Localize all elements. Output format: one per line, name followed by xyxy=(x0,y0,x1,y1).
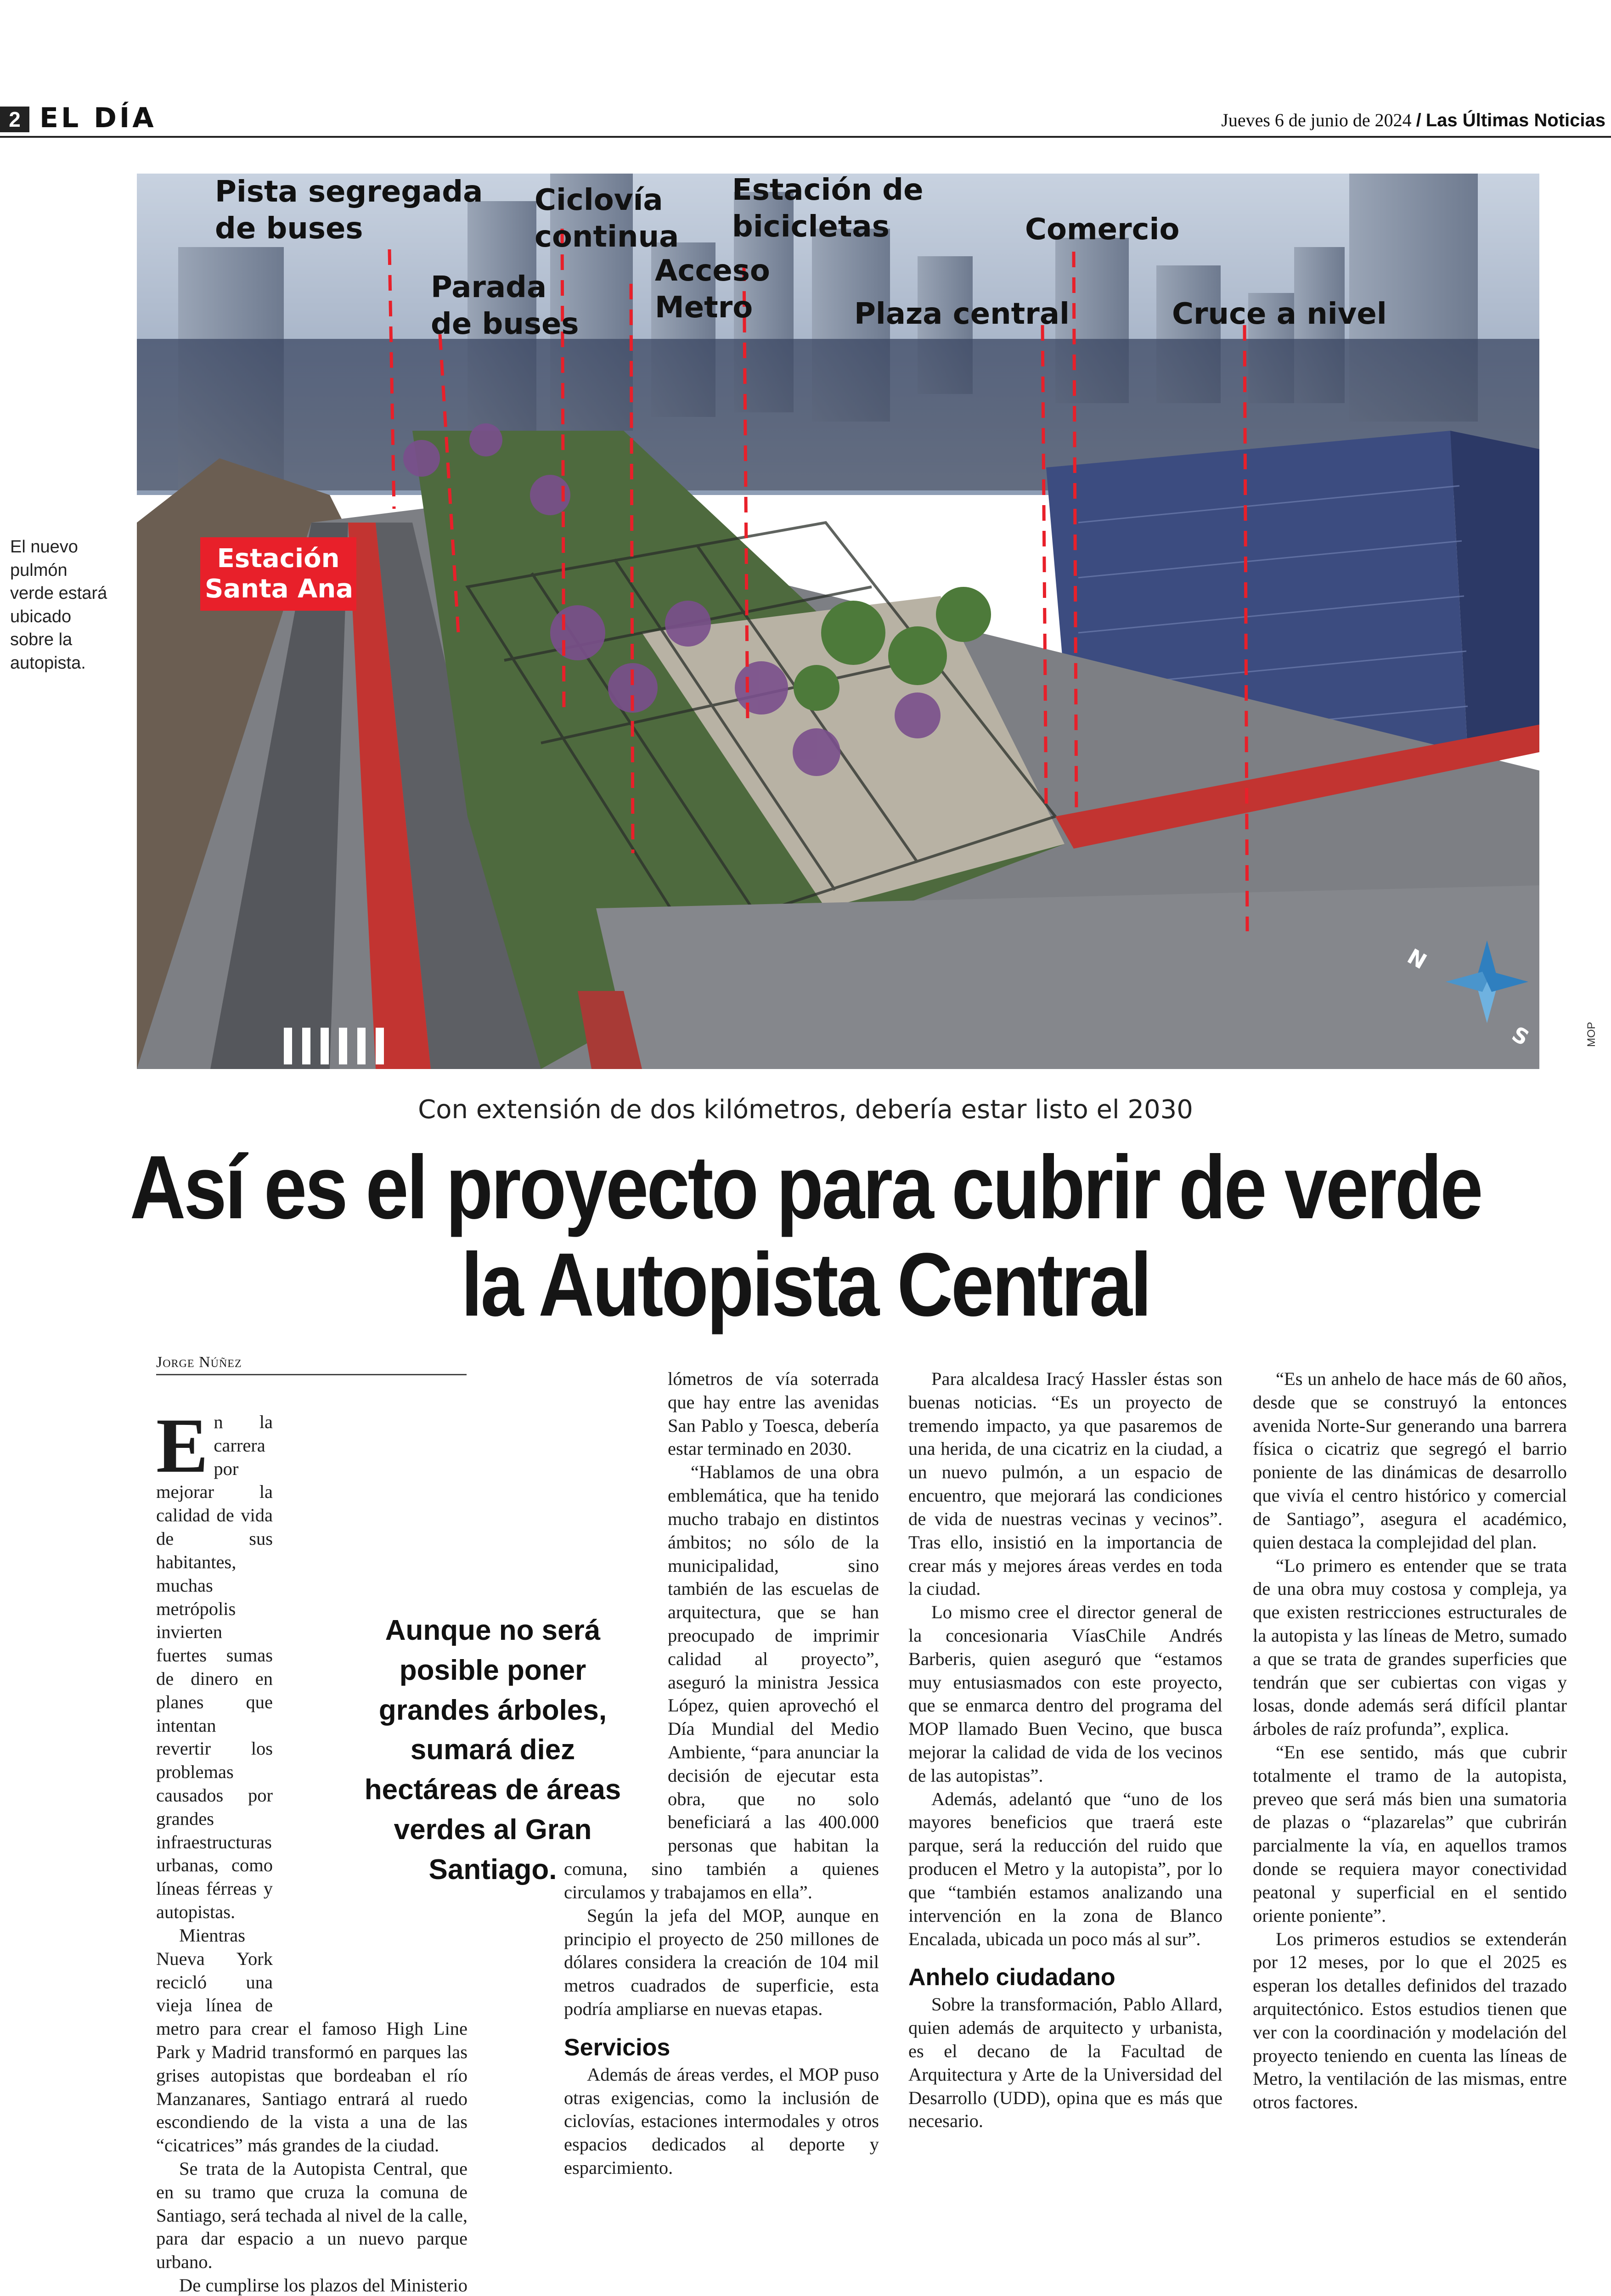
paragraph: Sobre la transformación, Pablo Allard, quien además de arquitecto y urbanista, es el decano de la Facultad de Arquitectura y Arte de la Universidad del Desarrollo (UDD), opina que es más que necesario. xyxy=(908,1994,1222,2132)
paragraph: Además de áreas verdes, el MOP puso otras exigencias, como la inclusión de ciclovías, estaciones intermodales y otros espacios dedicados al deporte y esparcimiento. xyxy=(564,2064,879,2178)
station-sign: Estación Santa Ana xyxy=(200,537,356,611)
paragraph: Lo mismo cree el director general de la concesionaria VíasChile Andrés Barberis, quien aseguró que “estamos muy entusiasmados con este proyecto, que se enmarca dentro del programa del MOP llamado Buen Vecino, que busca mejorar la calidad de vida de los vecinos de las autopistas”. xyxy=(908,1602,1222,1786)
photo-credit: MOP xyxy=(1585,1022,1598,1047)
compass-south: S xyxy=(1508,1021,1533,1051)
dropcap: E xyxy=(156,1402,208,1489)
label-bike-station: Estación de bicicletas xyxy=(732,174,924,244)
paragraph: Se trata de la Autopista Central, que en su tramo que cruza la comuna de Santiago, será techada al nivel de la calle, para dar espacio a un nuevo parque urbano. xyxy=(156,2158,468,2273)
label-bus-stop: Parada de buses xyxy=(431,270,579,341)
label-metro-access: Acceso Metro xyxy=(655,254,770,325)
kicker: Con extensión de dos kilómetros, debería estar listo el 2030 xyxy=(418,1095,1193,1125)
paragraph: “Lo primero es entender que se trata de una obra muy costosa y compleja, ya que existen restricciones estructurales de la autopista y las líneas de Metro, sumado a que se trata de grandes superficies que tendrán que ser cubiertas con vigas y losas, donde además será difícil plantar árboles de raíz profunda”, explica. xyxy=(1253,1555,1567,1739)
label-central-plaza: Plaza central xyxy=(854,297,1070,331)
paragraph: lómetros de vía soterrada que hay entre las avenidas San Pablo y Toesca, debería estar terminado en 2030. xyxy=(668,1368,879,1459)
label-bike-lane: Ciclovía continua xyxy=(535,183,679,254)
subhead-anhelo: Anhelo ciudadano xyxy=(908,1964,1115,1991)
column-3 xyxy=(908,1367,1222,2167)
section-title: EL DÍA xyxy=(39,102,157,134)
pull-quote: Aunque no será posible poner grandes árboles, sumará diez hectáreas de áreas verdes al Gran Santiago. xyxy=(364,1615,621,1885)
header-rule xyxy=(0,136,1611,138)
compass-north: N xyxy=(1403,944,1431,974)
paragraph: Los primeros estudios se extenderán por 12 meses, por lo que el 2025 es esperan los detalles definidos del trazado arquitectónico. Estos estudios tienen que ver con la coordinación y modelación del proyecto teniendo en cuenta las líneas de Metro, la ventilación de las mismas, entre otros factores. xyxy=(1253,1928,1567,2113)
label-bus-lane: Pista segregada de buses xyxy=(215,175,483,246)
label-commerce: Comercio xyxy=(1025,213,1180,247)
paragraph: “Es un anhelo de hace más de 60 años, desde que se construyó la entonces avenida Norte-Sur generando una barrera física o cicatriz que segregó el barrio poniente de las dinámicas de desarrollo que vivía el centro histórico y comercial de Santiago”, asegura el académico, quien destaca la complejidad del plan. xyxy=(1253,1368,1567,1553)
paragraph: De cumplirse los plazos del Ministerio xyxy=(179,2275,468,2296)
column-4 xyxy=(1253,1367,1567,2167)
paragraph: Además, adelantó que “uno de los mayores beneficios que traerá este parque, será la reducción del ruido que producen el Metro y la autopista”, por lo que “también estamos analizando una intervención en la zona de Blanco Encalada, ubicada un poco más al sur”. xyxy=(908,1788,1222,1949)
column-2 xyxy=(564,1367,879,2178)
paragraph-text: n la carrera por mejorar la calidad de vida de sus habitantes, muchas metrópolis invierten fuertes sumas de dinero en planes que intentan revertir los problemas causados por grandes infraestructuras urbanas, como líneas férreas y autopistas. xyxy=(156,1412,273,1923)
subhead-servicios: Servicios xyxy=(564,2034,670,2061)
byline: Jorge Núñez xyxy=(156,1354,467,1375)
issue-date: Jueves 6 de junio de 2024 xyxy=(1221,110,1412,130)
paragraph: Según la jefa del MOP, aunque en principio el proyecto de 250 millones de dólares considera la creación de 104 mil metros cuadrados de superficie, esta podría ampliarse en nuevas etapas. xyxy=(564,1905,879,2019)
publication-name: Las Últimas Noticias xyxy=(1425,110,1605,130)
paragraph: Mientras Nueva York recicló una vieja línea de metro para crear el famoso High Line Park y Madrid transformó en parques las grises autopistas que bordeaban el río Manzanares, Santiago entrará al ruedo escondiendo de la vista a una de las “cicatrices” más grandes de la ciudad. xyxy=(156,1925,468,2156)
label-level-crossing: Cruce a nivel xyxy=(1172,297,1387,331)
paragraph: “Hablamos de una obra emblemática, que ha tenido mucho trabajo en distintos ámbitos; no sólo de la municipalidad, sino también de las escuelas de arquitectura, que se han preocupado de imprimir calidad al proyecto”, aseguró la ministra Jessica López, quien aprovechó el Día Mundial del Medio Ambiente, “para anunciar la decisión de ejecutar esta obra, que no solo beneficiará a las 400.000 personas que habitan la comuna, sino también a quienes circulamos y trabajamos en ella”. xyxy=(564,1462,879,1902)
dateline xyxy=(1221,109,1605,131)
paragraph: “En ese sentido, más que cubrir totalmente el tramo de la autopista, preveo que será más bien una sumatoria de plazas o “plazarelas” que cubrirán parcialmente la vía, en aquellos tramos donde se requiera mayor conectividad peatonal y superficial en el sentido oriente poniente”. xyxy=(1253,1742,1567,1926)
project-rendering xyxy=(137,174,1539,1069)
photo-caption: El nuevo pulmón verde estará ubicado sobre la autopista. xyxy=(10,537,107,673)
headline: Así es el proyecto para cubrir de verde la Autopista Central xyxy=(130,1137,1481,1335)
page-number: 2 xyxy=(0,107,29,132)
pullquote-space xyxy=(564,1606,668,1850)
paragraph: Para alcaldesa Iracý Hassler éstas son buenas noticias. “Es un proyecto de tremendo impacto, ya que pasaremos de una herida, de una cicatriz en la ciudad, a un nuevo pulmón, a un espacio de encuentro, que mejorará las condiciones de vida de nuestras vecinas y vecinos”. Tras ello, insistió en la importancia de crear más y mejores áreas verdes en toda la ciudad. xyxy=(908,1368,1222,1599)
dateline-separator: / xyxy=(1416,110,1421,130)
